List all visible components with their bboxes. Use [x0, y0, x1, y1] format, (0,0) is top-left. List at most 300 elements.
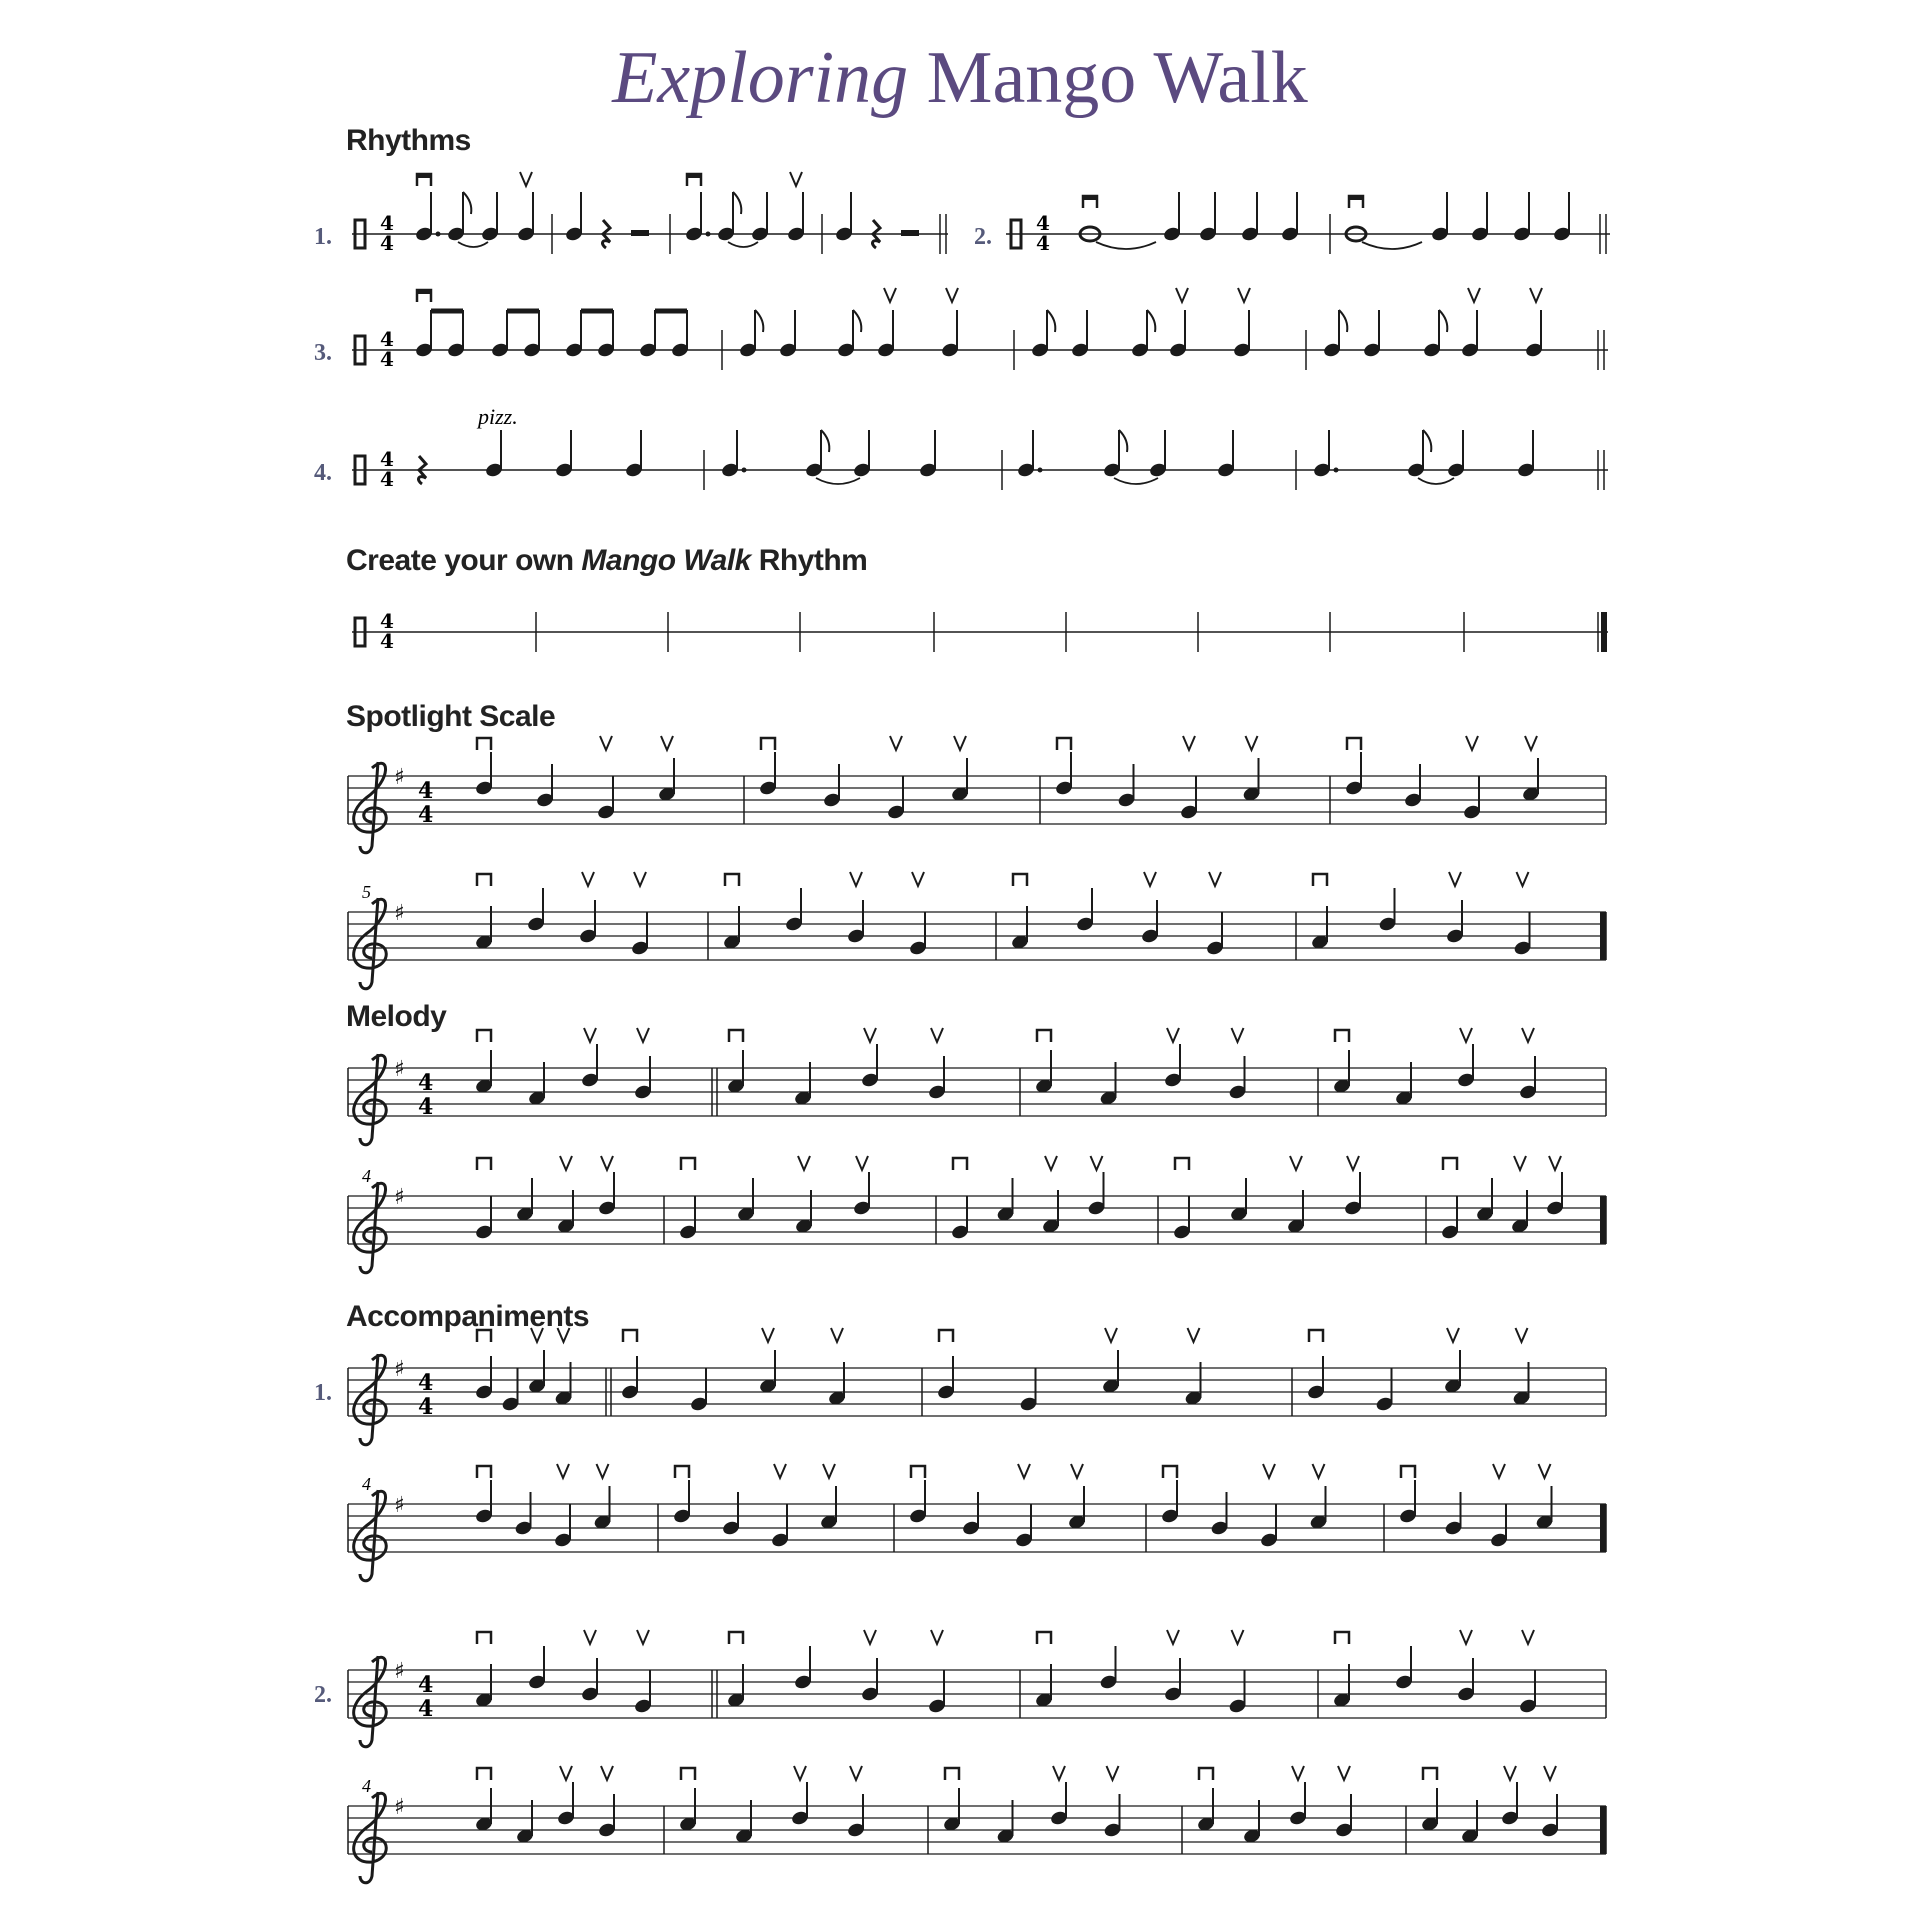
note: [1210, 1492, 1229, 1536]
note: [886, 736, 905, 820]
note: [1196, 1768, 1215, 1832]
up-bow-icon: [1516, 1328, 1528, 1342]
pizz-marking: pizz.: [478, 404, 518, 429]
measure-number: 4: [362, 1166, 371, 1186]
svg-text:4: 4: [418, 1394, 434, 1420]
sharp-icon: ♯: [394, 1659, 405, 1684]
up-bow-icon: [1167, 1028, 1179, 1042]
down-bow-icon: [477, 1158, 491, 1170]
up-bow-icon: [1188, 1328, 1200, 1342]
up-bow-icon: [798, 1156, 810, 1170]
down-bow-icon: [945, 1768, 959, 1780]
staff-1: [348, 736, 1606, 853]
up-bow-icon: [1460, 1630, 1472, 1644]
sharp-icon: ♯: [394, 1357, 405, 1382]
title-rest: Mango Walk: [926, 37, 1308, 119]
up-bow-icon: [1338, 1766, 1350, 1780]
up-bow-icon: [601, 1156, 613, 1170]
note: [996, 1800, 1015, 1844]
note: [1440, 1158, 1459, 1240]
up-bow-icon: [1313, 1464, 1325, 1478]
up-bow-icon: [557, 1464, 569, 1478]
note: [474, 1768, 493, 1832]
sharp-icon: ♯: [394, 765, 405, 790]
up-bow-icon: [1246, 736, 1258, 750]
svg-text:4: 4: [380, 447, 394, 471]
up-bow-icon: [1549, 1156, 1561, 1170]
note: [633, 1028, 652, 1100]
svg-text:4: 4: [418, 778, 434, 804]
down-bow-icon: [1057, 738, 1071, 750]
note: [1087, 1156, 1106, 1216]
up-bow-icon: [1493, 1464, 1505, 1478]
up-bow-icon: [850, 1766, 862, 1780]
note: [758, 738, 777, 796]
note: [1521, 736, 1540, 802]
section-rhythms: Rhythms: [346, 124, 471, 157]
note: [1535, 1464, 1554, 1530]
note: [630, 872, 649, 956]
up-bow-icon: [890, 736, 902, 750]
note: [1443, 1328, 1462, 1394]
note: [678, 1768, 697, 1832]
down-bow-icon: [1401, 1466, 1415, 1478]
down-bow-icon: [477, 1466, 491, 1478]
title-italic: Exploring: [612, 37, 909, 119]
up-bow-icon: [1105, 1328, 1117, 1342]
down-bow-icon: [1199, 1768, 1213, 1780]
note: [597, 1156, 616, 1216]
up-bow-icon: [584, 1630, 596, 1644]
note: [1460, 1800, 1479, 1844]
up-bow-icon: [600, 736, 612, 750]
note: [726, 1632, 745, 1708]
note: [474, 1030, 493, 1094]
up-bow-icon: [954, 736, 966, 750]
staff-6: [348, 1464, 1606, 1581]
note: [852, 1156, 871, 1216]
up-bow-icon: [1290, 1156, 1302, 1170]
up-bow-icon: [1539, 1464, 1551, 1478]
up-bow-icon: [1449, 872, 1461, 886]
svg-text:4: 4: [418, 1370, 434, 1396]
svg-text:4: 4: [418, 1094, 434, 1120]
up-bow-icon: [1018, 1464, 1030, 1478]
note: [1010, 874, 1029, 950]
down-bow-icon: [1443, 1158, 1457, 1170]
note: [474, 1158, 493, 1240]
note: [1332, 1030, 1351, 1094]
svg-text:4: 4: [380, 327, 394, 351]
down-bow-icon: [1335, 1030, 1349, 1042]
note: [827, 1328, 846, 1406]
note: [1163, 1028, 1182, 1088]
note: [1019, 1368, 1038, 1412]
note: [1500, 1766, 1519, 1826]
note: [556, 1156, 575, 1234]
note: [1444, 1492, 1463, 1536]
section-spotlight-scale: Spotlight Scale: [346, 700, 556, 733]
up-bow-icon: [601, 1766, 613, 1780]
measure-number: 4: [362, 1776, 371, 1796]
note: [1545, 1156, 1564, 1216]
section-accompaniments: Accompaniments: [346, 1300, 590, 1333]
note: [1344, 738, 1363, 796]
up-bow-icon: [1167, 1630, 1179, 1644]
note: [1103, 1766, 1122, 1838]
note: [1513, 872, 1532, 956]
note: [1510, 1156, 1529, 1234]
up-bow-icon: [1522, 1630, 1534, 1644]
note: [633, 1630, 652, 1714]
up-bow-icon: [1263, 1464, 1275, 1478]
note: [1163, 1630, 1182, 1702]
note: [1343, 1156, 1362, 1216]
up-bow-icon: [560, 1156, 572, 1170]
note: [790, 1766, 809, 1826]
up-bow-icon: [1347, 1156, 1359, 1170]
rhythm-label-1: 1.: [314, 224, 332, 250]
note: [1456, 1028, 1475, 1088]
note: [1445, 872, 1464, 944]
down-bow-icon: [1037, 1632, 1051, 1644]
up-bow-icon: [1525, 736, 1537, 750]
rhythm-label-4: 4.: [314, 460, 332, 486]
note: [1456, 1630, 1475, 1702]
note: [860, 1028, 879, 1088]
up-bow-icon: [856, 1156, 868, 1170]
down-bow-icon: [1309, 1330, 1323, 1342]
treble-clef-icon: [354, 1490, 387, 1581]
note: [1160, 1466, 1179, 1524]
note: [1049, 1766, 1068, 1826]
note: [1332, 1632, 1351, 1708]
up-bow-icon: [931, 1630, 943, 1644]
up-bow-icon: [1232, 1028, 1244, 1042]
down-bow-icon: [939, 1330, 953, 1342]
note: [1394, 1062, 1413, 1106]
down-bow-icon: [477, 874, 491, 886]
staff-3: [348, 1028, 1606, 1145]
note: [950, 1158, 969, 1240]
up-bow-icon: [1460, 1028, 1472, 1042]
down-bow-icon: [1347, 738, 1361, 750]
note: [1259, 1464, 1278, 1548]
note: [514, 1492, 533, 1536]
down-bow-icon: [1335, 1632, 1349, 1644]
note: [793, 1062, 812, 1106]
note: [734, 1800, 753, 1844]
up-bow-icon: [1517, 872, 1529, 886]
section-melody: Melody: [346, 1000, 447, 1033]
note: [784, 888, 803, 932]
up-bow-icon: [531, 1328, 543, 1342]
note: [1475, 1178, 1494, 1222]
note: [950, 736, 969, 802]
up-bow-icon: [864, 1028, 876, 1042]
note: [1375, 1368, 1394, 1412]
staff-4: [348, 1156, 1606, 1273]
down-bow-icon: [1313, 874, 1327, 886]
note: [1518, 1630, 1537, 1714]
up-bow-icon: [1144, 872, 1156, 886]
up-bow-icon: [661, 736, 673, 750]
accompaniment-label: 1.: [314, 1380, 332, 1406]
note: [1288, 1766, 1307, 1826]
note: [722, 874, 741, 950]
down-bow-icon: [761, 738, 775, 750]
up-bow-icon: [850, 872, 862, 886]
up-bow-icon: [931, 1028, 943, 1042]
down-bow-icon: [1175, 1158, 1189, 1170]
svg-text:4: 4: [1036, 231, 1050, 255]
note: [474, 1632, 493, 1708]
sharp-icon: ♯: [394, 1493, 405, 1518]
note: [1228, 1630, 1247, 1714]
note: [1286, 1156, 1305, 1234]
note: [996, 1178, 1015, 1222]
down-bow-icon: [681, 1158, 695, 1170]
staff-2: [348, 872, 1606, 989]
note: [1067, 1464, 1086, 1530]
up-bow-icon: [1053, 1766, 1065, 1780]
up-bow-icon: [1209, 872, 1221, 886]
note: [527, 1328, 546, 1394]
note: [860, 1630, 879, 1702]
measure-number: 5: [362, 882, 371, 902]
final-barline: [1600, 1504, 1606, 1552]
note: [736, 1178, 755, 1222]
note: [908, 1466, 927, 1524]
down-bow-icon: [1037, 1030, 1051, 1042]
note: [1034, 1030, 1053, 1094]
up-bow-icon: [637, 1630, 649, 1644]
note: [1075, 888, 1094, 932]
up-bow-icon: [1292, 1766, 1304, 1780]
sharp-icon: ♯: [394, 1057, 405, 1082]
svg-text:4: 4: [418, 802, 434, 828]
note: [526, 888, 545, 932]
down-bow-icon: [725, 874, 739, 886]
final-barline: [1600, 912, 1606, 960]
note: [1420, 1768, 1439, 1832]
down-bow-icon: [477, 1768, 491, 1780]
note: [1306, 1330, 1325, 1400]
note: [846, 1766, 865, 1838]
note: [1099, 1062, 1118, 1106]
note: [515, 1800, 534, 1844]
note: [1034, 1632, 1053, 1708]
up-bow-icon: [912, 872, 924, 886]
note: [1229, 1178, 1248, 1222]
note: [689, 1368, 708, 1412]
note: [1309, 1464, 1328, 1530]
up-bow-icon: [1232, 1630, 1244, 1644]
down-bow-icon: [477, 1030, 491, 1042]
up-bow-icon: [597, 1464, 609, 1478]
down-bow-icon: [477, 738, 491, 750]
svg-text:4: 4: [1036, 211, 1050, 235]
note: [474, 1466, 493, 1524]
svg-text:4: 4: [380, 609, 394, 633]
note: [961, 1492, 980, 1536]
down-bow-icon: [477, 1330, 491, 1342]
treble-clef-icon: [354, 762, 387, 853]
note: [726, 1030, 745, 1094]
down-bow-icon: [675, 1466, 689, 1478]
note: [672, 1466, 691, 1524]
note: [1242, 736, 1261, 802]
svg-text:4: 4: [418, 1696, 434, 1722]
up-bow-icon: [1504, 1766, 1516, 1780]
note: [1489, 1464, 1508, 1548]
measure-number: 4: [362, 1474, 371, 1494]
note: [556, 1766, 575, 1826]
note: [554, 1328, 573, 1406]
note: [1179, 736, 1198, 820]
note: [1462, 736, 1481, 820]
down-bow-icon: [729, 1030, 743, 1042]
note: [527, 1062, 546, 1106]
up-bow-icon: [831, 1328, 843, 1342]
down-bow-icon: [1163, 1466, 1177, 1478]
up-bow-icon: [1107, 1766, 1119, 1780]
staff-8: [348, 1766, 1606, 1883]
up-bow-icon: [864, 1630, 876, 1644]
up-bow-icon: [582, 872, 594, 886]
note: [794, 1156, 813, 1234]
note: [1054, 738, 1073, 796]
down-bow-icon: [729, 1632, 743, 1644]
up-bow-icon: [1091, 1156, 1103, 1170]
note: [1512, 1328, 1531, 1406]
note: [1172, 1158, 1191, 1240]
note: [657, 736, 676, 802]
sharp-icon: ♯: [394, 1185, 405, 1210]
final-barline: [1600, 1806, 1606, 1854]
note: [1518, 1028, 1537, 1100]
note: [1378, 888, 1397, 932]
note: [527, 1646, 546, 1690]
staff-5: [314, 1328, 1606, 1445]
up-bow-icon: [1447, 1328, 1459, 1342]
note: [1099, 1646, 1118, 1690]
note: [1184, 1328, 1203, 1406]
svg-text:4: 4: [380, 211, 394, 235]
note: [593, 1464, 612, 1530]
treble-clef-icon: [354, 898, 387, 989]
rhythm-label-2: 2.: [974, 224, 992, 250]
up-bow-icon: [823, 1464, 835, 1478]
note: [1041, 1156, 1060, 1234]
note: [1205, 872, 1224, 956]
up-bow-icon: [774, 1464, 786, 1478]
note: [474, 1330, 493, 1400]
down-bow-icon: [477, 1632, 491, 1644]
note: [1403, 764, 1422, 808]
note: [758, 1328, 777, 1394]
up-bow-icon: [1183, 736, 1195, 750]
note: [474, 738, 493, 796]
rhythm-label-3: 3.: [314, 340, 332, 366]
note: [1117, 764, 1136, 808]
note: [596, 736, 615, 820]
svg-text:4: 4: [380, 347, 394, 371]
note: [1394, 1646, 1413, 1690]
sharp-icon: ♯: [394, 1795, 405, 1820]
svg-text:4: 4: [380, 629, 394, 653]
up-bow-icon: [637, 1028, 649, 1042]
sharp-icon: ♯: [394, 901, 405, 926]
treble-clef-icon: [354, 1182, 387, 1273]
note: [1540, 1766, 1559, 1838]
note: [578, 872, 597, 944]
treble-clef-icon: [354, 1054, 387, 1145]
note: [1334, 1766, 1353, 1838]
up-bow-icon: [1522, 1028, 1534, 1042]
up-bow-icon: [558, 1328, 570, 1342]
up-bow-icon: [762, 1328, 774, 1342]
section-create-rhythm: Create your own Mango Walk Rhythm: [346, 544, 868, 577]
up-bow-icon: [634, 872, 646, 886]
note: [908, 872, 927, 956]
up-bow-icon: [1514, 1156, 1526, 1170]
treble-clef-icon: [354, 1656, 387, 1747]
note: [1014, 1464, 1033, 1548]
note: [501, 1368, 520, 1412]
note: [474, 874, 493, 950]
up-bow-icon: [1045, 1156, 1057, 1170]
note: [819, 1464, 838, 1530]
note: [1140, 872, 1159, 944]
note: [553, 1464, 572, 1548]
svg-text:4: 4: [418, 1672, 434, 1698]
note: [515, 1178, 534, 1222]
treble-clef-icon: [354, 1792, 387, 1883]
staff-7: [314, 1630, 1606, 1747]
up-bow-icon: [584, 1028, 596, 1042]
up-bow-icon: [794, 1766, 806, 1780]
down-bow-icon: [681, 1768, 695, 1780]
note: [535, 764, 554, 808]
accompaniment-label: 2.: [314, 1682, 332, 1708]
note: [1310, 874, 1329, 950]
note: [580, 1630, 599, 1702]
note: [1101, 1328, 1120, 1394]
note: [936, 1330, 955, 1400]
down-bow-icon: [953, 1158, 967, 1170]
note: [927, 1630, 946, 1714]
note: [620, 1330, 639, 1400]
down-bow-icon: [911, 1466, 925, 1478]
note: [580, 1028, 599, 1088]
up-bow-icon: [1466, 736, 1478, 750]
up-bow-icon: [560, 1766, 572, 1780]
up-bow-icon: [1544, 1766, 1556, 1780]
note: [1398, 1466, 1417, 1524]
note: [597, 1766, 616, 1838]
note: [1228, 1028, 1247, 1100]
svg-text:4: 4: [380, 231, 394, 255]
svg-text:4: 4: [418, 1070, 434, 1096]
up-bow-icon: [1071, 1464, 1083, 1478]
down-bow-icon: [1013, 874, 1027, 886]
note: [942, 1768, 961, 1832]
note: [770, 1464, 789, 1548]
final-barline: [1600, 1196, 1606, 1244]
note: [678, 1158, 697, 1240]
down-bow-icon: [1423, 1768, 1437, 1780]
